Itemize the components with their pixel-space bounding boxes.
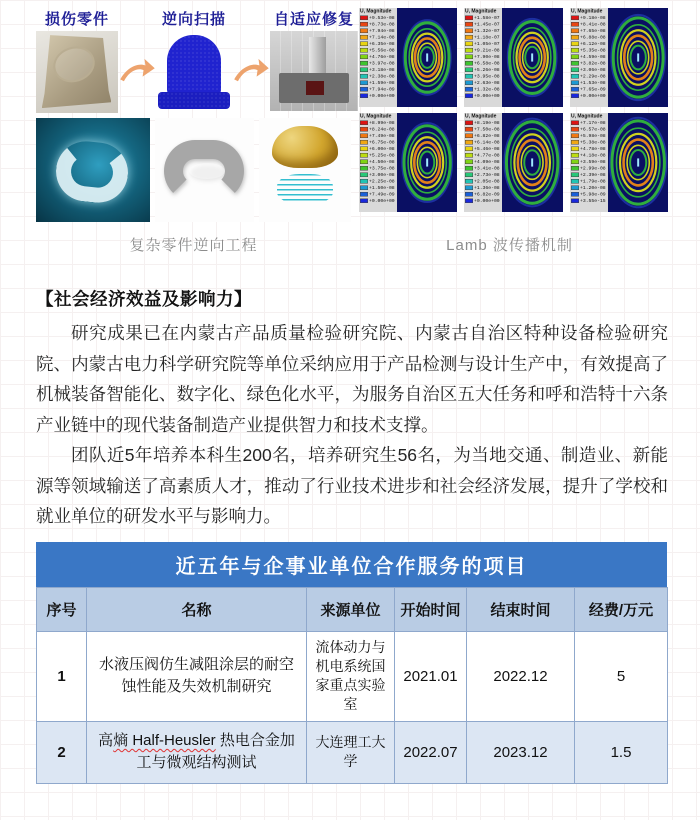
wavefront-rings (397, 113, 457, 212)
table-header-2: 来源单位 (307, 587, 395, 631)
legend-color-swatch (571, 16, 579, 21)
legend-color-swatch (360, 153, 368, 158)
legend-color-swatch (571, 35, 579, 40)
legend-color-swatch (571, 160, 579, 165)
legend-value: +4.18e-08 (579, 152, 606, 158)
legend-color-swatch (360, 61, 368, 66)
dental-mesh-image (155, 118, 254, 222)
wavefield-plot (608, 8, 668, 107)
point-cloud-body (167, 35, 221, 95)
project-name-text: 高 (98, 732, 114, 749)
legend-value: +6.58e-08 (474, 60, 500, 66)
arrow-right-icon (232, 57, 270, 90)
table-header-3: 开始时间 (395, 587, 467, 631)
legend-value: +1.50e-08 (369, 185, 395, 191)
cell-end-date: 2022.12 (467, 631, 575, 721)
legend-color-swatch (465, 48, 473, 53)
legend-color-swatch (360, 35, 368, 40)
table-header-row (37, 587, 668, 631)
legend-value: +5.38e-08 (579, 139, 606, 145)
damaged-part-photo (36, 31, 118, 113)
lamb-panels (359, 8, 668, 212)
colorbar-legend (359, 8, 397, 107)
legend-color-swatch (465, 192, 473, 197)
simulation-panel (570, 8, 668, 107)
legend-title: U, Magnitude (360, 8, 392, 14)
legend-color-swatch (571, 87, 579, 92)
colorbar-legend (570, 113, 608, 212)
legend-value: +8.41e-08 (579, 21, 606, 27)
legend-color-swatch (465, 179, 473, 184)
colorbar-legend (359, 113, 397, 212)
legend-color-swatch (571, 127, 579, 132)
legend-color-swatch (571, 55, 579, 60)
legend-value: +7.49e-09 (369, 191, 395, 197)
cell-start-date: 2022.07 (395, 721, 467, 783)
table-header-1: 名称 (87, 587, 307, 631)
table-header-5: 经费/万元 (575, 587, 668, 631)
legend-color-swatch (571, 153, 579, 158)
project-name-text: 热电合金加工与微观结构测试 (136, 732, 295, 771)
legend-color-swatch (465, 173, 473, 178)
legend-value: +6.35e-08 (369, 41, 395, 47)
legend-title: U, Magnitude (465, 113, 497, 119)
legend-color-swatch (360, 127, 368, 132)
legend-value: +6.82e-08 (474, 133, 500, 139)
legend-color-swatch (360, 55, 368, 60)
simulation-panel (359, 113, 457, 212)
legend-value: +8.19e-08 (474, 120, 500, 126)
scan-point-cloud-image (156, 31, 232, 117)
legend-color-swatch (571, 134, 579, 139)
legend-value: +6.14e-08 (474, 139, 500, 145)
reverse-engineering-figure (36, 8, 354, 220)
legend-color-swatch (360, 94, 368, 99)
legend-value: +4.77e-08 (474, 152, 500, 158)
point-cloud-base (158, 92, 230, 109)
legend-value: +3.55e-15 (579, 198, 606, 204)
legend-title: U, Magnitude (360, 113, 392, 119)
step-label: 损伤零件 (44, 11, 109, 28)
legend-value: +4.09e-08 (474, 159, 500, 165)
legend-value: +1.53e-08 (579, 80, 606, 86)
legend-value: +1.59e-08 (369, 80, 395, 86)
legend-color-swatch (465, 42, 473, 47)
legend-title: U, Magnitude (570, 113, 603, 119)
turbine-blade-shape (42, 35, 112, 108)
legend-value: +1.79e-08 (579, 178, 606, 184)
caption-lamb-wave: Lamb 波传播机制 (446, 237, 573, 254)
legend-color-swatch (360, 87, 368, 92)
gold-crown-shape (272, 126, 338, 168)
project-name-text: 水液压阀仿生减阻涂层的耐空蚀性能及失效机制研究 (98, 656, 294, 695)
legend-color-swatch (465, 81, 473, 86)
table-head (37, 587, 668, 631)
legend-value: +7.50e-08 (474, 126, 500, 132)
legend-value: +2.05e-08 (474, 178, 500, 184)
legend-value: +1.32e-07 (474, 28, 500, 34)
legend-color-swatch (465, 61, 473, 66)
legend-color-swatch (465, 160, 473, 165)
legend-title: U, Magnitude (570, 8, 603, 14)
cell-start-date: 2021.01 (395, 631, 467, 721)
legend-color-swatch (571, 140, 579, 145)
cell-end-date: 2023.12 (467, 721, 575, 783)
wavefront-rings (502, 8, 562, 107)
wavefield-plot (608, 113, 668, 212)
legend-color-swatch (465, 22, 473, 27)
oral-scan-photo (36, 118, 150, 222)
spellcheck-marked-text: 熵 Half-Heusler (113, 732, 216, 749)
legend-value: +7.49e-08 (369, 133, 395, 139)
legend-value: +3.06e-08 (579, 67, 606, 73)
legend-color-swatch (571, 147, 579, 152)
legend-entry (464, 198, 502, 205)
legend-value: +0.00e+00 (474, 198, 500, 204)
legend-color-swatch (360, 140, 368, 145)
figures-row (36, 8, 668, 220)
colorbar-legend (464, 113, 502, 212)
legend-value: +3.41e-08 (474, 165, 500, 171)
legend-value: +6.82e-09 (474, 191, 500, 197)
legend-value: +5.98e-09 (579, 191, 606, 197)
legend-color-swatch (465, 68, 473, 73)
wavefront-rings (608, 113, 668, 212)
table-body (37, 631, 668, 783)
legend-color-swatch (571, 48, 579, 53)
legend-value: +2.99e-08 (579, 165, 606, 171)
tooth-model-image (259, 118, 351, 222)
cell-source-unit: 流体动力与机电系统国家重点实验室 (307, 631, 395, 721)
legend-value: +3.97e-08 (369, 60, 395, 66)
legend-value: +0.00e+00 (369, 198, 395, 204)
cell-funding: 5 (575, 631, 668, 721)
legend-color-swatch (360, 22, 368, 27)
legend-value: +7.14e-08 (369, 34, 395, 40)
cell-project-name (87, 721, 307, 783)
legend-value: +8.73e-08 (369, 21, 395, 27)
legend-value: +2.39e-08 (579, 172, 606, 178)
legend-value: +1.20e-08 (579, 185, 606, 191)
legend-value: +1.45e-07 (474, 21, 500, 27)
legend-color-swatch (360, 186, 368, 191)
legend-value: +8.24e-08 (369, 126, 395, 132)
legend-value: +4.78e-08 (579, 146, 606, 152)
legend-color-swatch (571, 173, 579, 178)
legend-value: +5.46e-08 (474, 146, 500, 152)
colorbar-legend (464, 8, 502, 107)
legend-value: +5.35e-08 (579, 47, 606, 53)
dental-arch-shape (164, 140, 244, 202)
simulation-panel (464, 113, 562, 212)
legend-value: +2.73e-08 (474, 172, 500, 178)
colorbar-legend (570, 8, 608, 107)
legend-entry (464, 93, 502, 100)
legend-value: +7.94e-09 (369, 86, 395, 92)
legend-color-swatch (571, 121, 579, 126)
legend-value: +6.88e-08 (579, 34, 606, 40)
cell-source-unit: 大连理工大学 (307, 721, 395, 783)
legend-entry (359, 198, 397, 205)
legend-value: +5.26e-08 (474, 67, 500, 73)
machine-bed (279, 73, 349, 103)
legend-value: +1.05e-07 (474, 41, 500, 47)
legend-color-swatch (465, 121, 473, 126)
legend-color-swatch (465, 94, 473, 99)
projects-table (36, 587, 668, 784)
figure-captions (36, 234, 668, 256)
legend-value: +9.18e-08 (579, 15, 606, 21)
legend-color-swatch (360, 147, 368, 152)
repair-steps-row (36, 8, 354, 112)
cell-index: 2 (37, 721, 87, 783)
legend-color-swatch (465, 35, 473, 40)
legend-value: +7.94e-08 (369, 28, 395, 34)
legend-color-swatch (571, 68, 579, 73)
legend-color-swatch (360, 42, 368, 47)
legend-value: +5.98e-08 (579, 133, 606, 139)
legend-color-swatch (571, 42, 579, 47)
legend-value: +3.00e-08 (369, 172, 395, 178)
legend-color-swatch (465, 74, 473, 79)
legend-color-swatch (465, 199, 473, 204)
legend-color-swatch (360, 29, 368, 34)
table-row (37, 721, 668, 783)
legend-color-swatch (360, 179, 368, 184)
legend-color-swatch (571, 22, 579, 27)
legend-value: +7.90e-08 (474, 54, 500, 60)
paragraph-talent-training: 团队近5年培养本科生200名，培养研究生56名，为当地交通、制造业、新能源等领域输送了高素质人才，推动了行业技术进步和社会经济发展，提升了学校和就业单位的研发水平与影响力。 (36, 445, 668, 526)
legend-color-swatch (465, 147, 473, 152)
legend-value: +1.32e-08 (474, 86, 500, 92)
legend-value: +6.75e-08 (369, 139, 395, 145)
legend-color-swatch (571, 192, 579, 197)
arrow-right-icon (118, 57, 156, 90)
caption-reverse-engineering: 复杂零件逆向工程 (129, 237, 258, 254)
legend-color-swatch (360, 48, 368, 53)
legend-value: +0.00e+00 (369, 93, 395, 99)
legend-value: +6.57e-08 (579, 126, 606, 132)
legend-color-swatch (465, 153, 473, 158)
simulation-panel (359, 8, 457, 107)
section-heading: 【社会经济效益及影响力】 (36, 289, 252, 309)
legend-color-swatch (360, 81, 368, 86)
legend-value: +4.50e-08 (369, 159, 395, 165)
legend-value: +3.18e-08 (369, 67, 395, 73)
legend-value: +5.56e-08 (369, 47, 395, 53)
legend-color-swatch (465, 87, 473, 92)
legend-value: +3.75e-08 (369, 165, 395, 171)
legend-color-swatch (360, 173, 368, 178)
table-header-4: 结束时间 (467, 587, 575, 631)
legend-value: +0.00e+00 (474, 93, 500, 99)
legend-color-swatch (571, 81, 579, 86)
legend-color-swatch (360, 74, 368, 79)
legend-color-swatch (465, 140, 473, 145)
wavefront-rings (397, 8, 457, 107)
legend-entry (570, 93, 608, 100)
legend-color-swatch (465, 166, 473, 171)
legend-color-swatch (360, 16, 368, 21)
cell-index: 1 (37, 631, 87, 721)
legend-color-swatch (360, 68, 368, 73)
legend-value: +7.65e-09 (579, 86, 606, 92)
legend-value: +6.12e-08 (579, 41, 606, 47)
legend-title: U, Magnitude (465, 8, 497, 14)
legend-value: +0.00e+00 (579, 93, 606, 99)
legend-value: +5.25e-08 (369, 152, 395, 158)
legend-entry (570, 198, 608, 205)
wavefield-plot (502, 8, 562, 107)
legend-value: +3.95e-08 (474, 73, 500, 79)
step-label: 逆向扫描 (161, 11, 226, 28)
legend-value: +1.36e-08 (474, 185, 500, 191)
article-content (36, 8, 668, 784)
legend-color-swatch (571, 74, 579, 79)
wavefront-rings (502, 113, 562, 212)
legend-entry (359, 93, 397, 100)
legend-value: +9.21e-08 (474, 47, 500, 53)
step-label: 自适应修复 (273, 11, 354, 28)
legend-color-swatch (360, 134, 368, 139)
legend-color-swatch (571, 179, 579, 184)
wavefield-plot (397, 113, 457, 212)
legend-color-swatch (360, 121, 368, 126)
step-adaptive-repair (270, 8, 358, 111)
cell-project-name (87, 631, 307, 721)
legend-color-swatch (465, 127, 473, 132)
legend-value: +2.29e-08 (579, 73, 606, 79)
legend-value: +9.53e-08 (369, 15, 395, 21)
legend-value: +2.63e-08 (474, 80, 500, 86)
legend-value: +8.99e-08 (369, 120, 395, 126)
wavefront-rings (608, 8, 668, 107)
legend-color-swatch (360, 160, 368, 165)
legend-color-swatch (465, 186, 473, 191)
simulation-panel (464, 8, 562, 107)
legend-value: +3.59e-08 (579, 159, 606, 165)
wavefield-plot (502, 113, 562, 212)
projects-table-section (36, 542, 667, 784)
lamb-wave-figure (359, 8, 668, 220)
legend-value: +7.17e-08 (579, 120, 606, 126)
legend-color-swatch (465, 134, 473, 139)
table-title: 近五年与企事业单位合作服务的项目 (36, 542, 667, 587)
legend-value: +1.18e-07 (474, 34, 500, 40)
legend-color-swatch (465, 16, 473, 21)
dental-examples-row (36, 118, 351, 222)
step-damaged-part (36, 8, 118, 113)
legend-value: +4.76e-08 (369, 54, 395, 60)
legend-color-swatch (360, 166, 368, 171)
legend-color-swatch (465, 55, 473, 60)
legend-value: +7.65e-08 (579, 28, 606, 34)
scan-wireframe-lines (277, 174, 333, 204)
jaw-scan-shape (53, 138, 131, 205)
wavefield-plot (397, 8, 457, 107)
legend-value: +4.59e-08 (579, 54, 606, 60)
legend-color-swatch (571, 61, 579, 66)
cell-funding: 1.5 (575, 721, 668, 783)
legend-value: +3.82e-08 (579, 60, 606, 66)
paragraph-research-application: 研究成果已在内蒙古产品质量检验研究院、内蒙古自治区特种设备检验研究院、内蒙古电力科学研究院等单位采纳应用于产品检测与设计生产中，有效提高了机械装备智能化、数字化、绿色化水平，为服务自治区五大任务和呼和浩特十六条产业链中的现代装备制造产业提供智力和技术支撑。 (36, 323, 668, 435)
legend-color-swatch (360, 199, 368, 204)
legend-color-swatch (571, 94, 579, 99)
step-reverse-scan (156, 8, 232, 117)
table-header-0: 序号 (37, 587, 87, 631)
legend-color-swatch (571, 186, 579, 191)
repair-machine-photo (270, 31, 358, 111)
legend-value: +6.00e-08 (369, 146, 395, 152)
legend-value: +2.38e-08 (369, 73, 395, 79)
legend-color-swatch (571, 199, 579, 204)
legend-color-swatch (465, 29, 473, 34)
legend-color-swatch (571, 166, 579, 171)
legend-color-swatch (571, 29, 579, 34)
simulation-panel (570, 113, 668, 212)
legend-value: +2.25e-08 (369, 178, 395, 184)
table-row (37, 631, 668, 721)
legend-value: +1.58e-07 (474, 15, 500, 21)
legend-color-swatch (360, 192, 368, 197)
